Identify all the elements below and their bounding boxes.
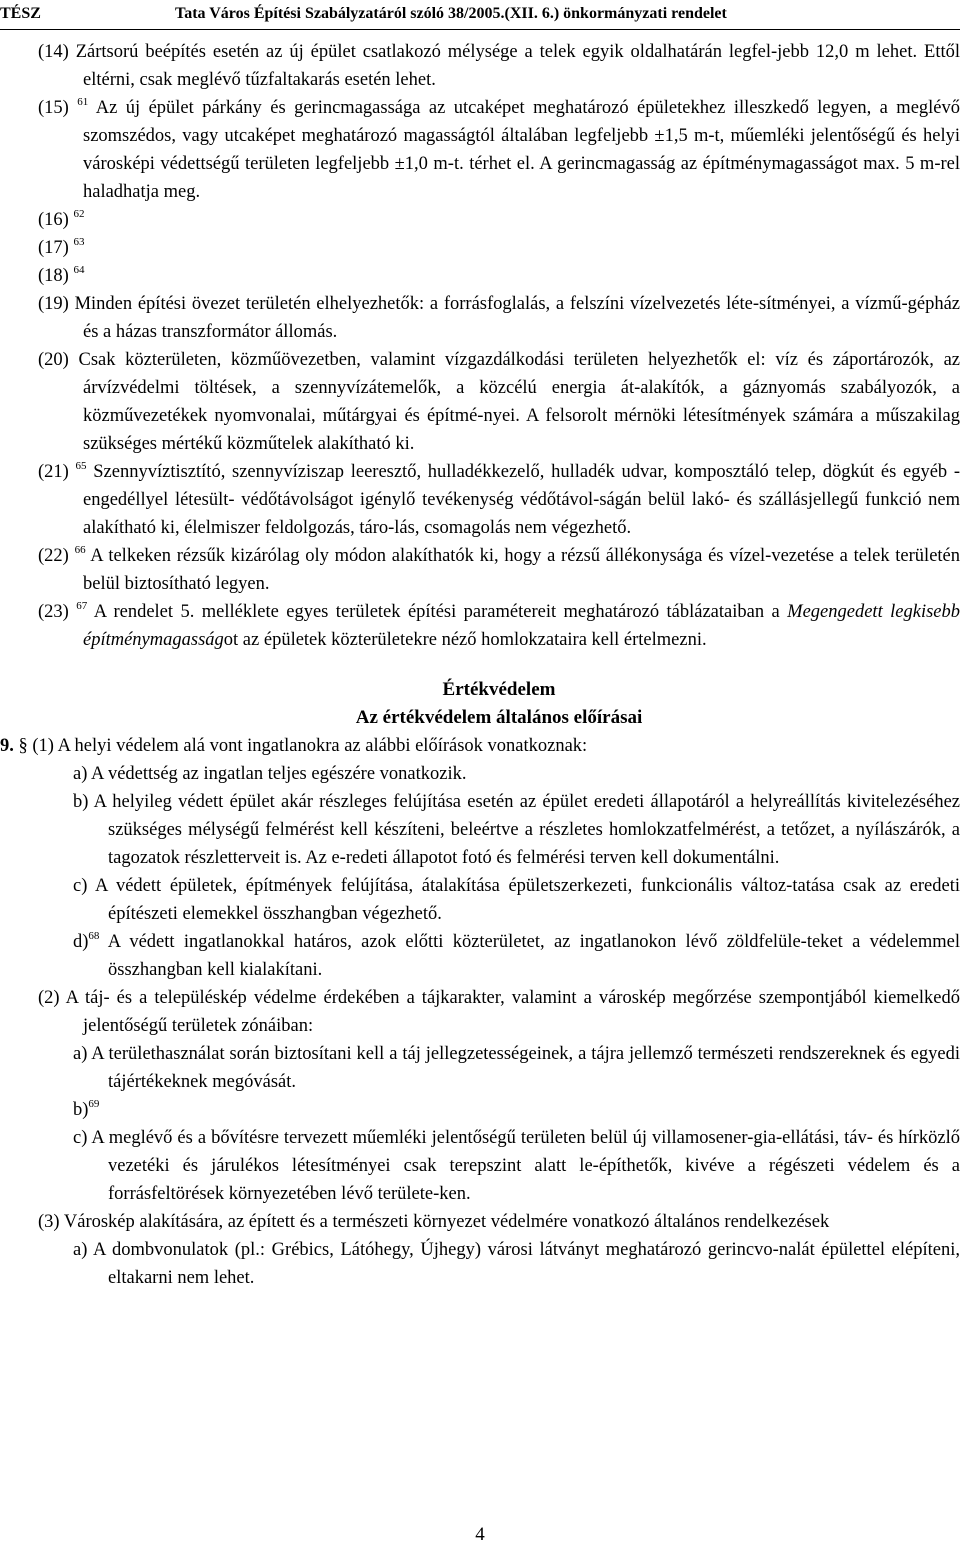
paragraph-20 (38, 346, 960, 458)
paragraph-text: A telkeken rézsűk kizárólag oly módon alakíthatók ki, hogy a rézsű állékonysága és vízel-vezetése a telek területén belül biztosítható legyen. (83, 546, 960, 594)
paragraph-21 (38, 458, 960, 542)
page-header (0, 0, 960, 30)
section-9-para-2 (38, 984, 960, 1040)
paragraph-text: A helyi védelem alá vont ingatlanokra az alábbi előírások vonatkoznak: (57, 736, 588, 756)
paragraph-label: (18) (38, 266, 69, 286)
paragraph-text: Minden építési övezet területén elhelyezhetők: a forrásfoglalás, a felszíni vízelvezetés léte-sítményei, a vízmű-gépház és a házas transzformátor állomás. (74, 294, 960, 342)
paragraph-15 (38, 94, 960, 206)
paragraph-14 (38, 38, 960, 94)
paragraph-label: (19) (38, 294, 69, 314)
item-2c: c) A meglévő és a bővítésre tervezett műemléki jelentőségű területen belül új villamosener-gia-ellátási, táv- és hírközlő vezetéki és járulékos létesítményei csak terepszint alatt le-építhetők, kivéve a régészeti védelem és a forrásfeltörések környezetében lévő területe-ken. (73, 1128, 960, 1204)
header-left: TÉSZ (0, 5, 41, 22)
paragraph-22 (38, 542, 960, 598)
paragraph-label: (22) (38, 546, 69, 566)
footnote-ref: 67 (76, 600, 88, 612)
section-heading (38, 676, 960, 732)
document-body (0, 38, 960, 1292)
paragraph-text: A rendelet 5. melléklete egyes területek építési paramétereit meghatározó táblázataiban a (93, 602, 788, 622)
paragraph-label: (20) (38, 350, 69, 370)
section-title: Értékvédelem (442, 679, 556, 700)
footnote-ref: 62 (73, 208, 85, 220)
section-number: 9. (0, 736, 14, 756)
paragraph-17 (38, 234, 960, 262)
footnote-ref: 65 (75, 460, 87, 472)
paragraph-text: Zártsorú beépítés esetén az új épület csatlakozó mélysége a telek egyik oldalhatárán legfel-jebb 12,0 m lehet. Ettől eltérni, csak meglévő tűzfaltakarás esetén lehet. (75, 42, 960, 90)
header-title: Tata Város Építési Szabályzatáról szóló 38/2005.(XII. 6.) önkormányzati rendelet (175, 5, 727, 22)
footnote-ref: 61 (77, 96, 89, 108)
item-2b (38, 1096, 960, 1124)
paragraph-label: (3) (38, 1212, 60, 1232)
paragraph-18 (38, 262, 960, 290)
footnote-ref: 69 (88, 1098, 100, 1110)
paragraph-text: Szennyvíztisztító, szennyvíziszap leeresztő, hulladékkezelő, hulladék udvar, komposztáló telep, dögkút és egyéb -engedéllyel létesült- védőtávolságot igénylő tevékenység védőtávol-ságán belül lakó- és szállásjellegű funkció nem alakítható ki, élelmiszer feldolgozás, táro-lás, csomagolás nem végezhető. (83, 462, 960, 538)
page-number: 4 (475, 1524, 485, 1545)
footnote-ref: 63 (73, 236, 85, 248)
item-2a: a) A területhasználat során biztosítani kell a táj jellegzetességeinek, a tájra jellemző természeti rendszereknek és egyedi tájértékeknek megóvását. (73, 1044, 960, 1092)
item-1d (38, 928, 960, 984)
paragraph-label: (16) (38, 210, 69, 230)
paragraph-label: (17) (38, 238, 69, 258)
section-subtitle: Az értékvédelem általános előírásai (355, 707, 643, 728)
item-1c: c) A védett épületek, építmények felújítása, átalakítása épületszerkezeti, funkcionális változ-tatása csak az eredeti építészeti elemekkel összhangban végezhető. (73, 876, 960, 924)
paragraph-emphasis: Megengedett legkisebb építménymagasság (83, 602, 960, 650)
item-text: A védett ingatlanokkal határos, azok előtti közterületet, az ingatlanokon lévő zöldfelüle-teket a védelemmel összhangban kell kialakítani. (107, 932, 960, 980)
paragraph-text: Városkép alakítására, az épített és a természeti környezet védelmére vonatkozó általános rendelkezések (63, 1212, 830, 1232)
footnote-ref: 66 (74, 544, 86, 556)
paragraph-label: (21) (38, 462, 69, 482)
footnote-ref: 68 (88, 930, 100, 942)
section-symbol: § (18, 736, 28, 756)
paragraph-label: (23) (38, 602, 69, 622)
paragraph-16 (38, 206, 960, 234)
paragraph-text: Csak közterületen, közműövezetben, valamint vízgazdálkodási területen helyezhetők el: víz és záportározók, az árvízvédelmi töltések, a szennyvízátemelők, a közcélú energia át-alakítók, a gáznyomás szabályozók, a közművezetékek nyomvonalai, műtárgyai és építmé-nyei. A felsorolt mérnöki létesítmények számára a műszakilag szükséges mértékű közműtelek alakítható ki. (78, 350, 960, 454)
section-9-para-1 (0, 732, 960, 760)
section-9-para-3 (38, 1208, 960, 1236)
item-label: d) (73, 932, 89, 952)
paragraph-label: (14) (38, 42, 69, 62)
paragraph-19 (38, 290, 960, 346)
paragraph-label: (15) (38, 98, 69, 118)
item-label: b) (73, 1100, 89, 1120)
paragraph-label: (1) (32, 736, 54, 756)
paragraph-text: A táj- és a településkép védelme érdekében a tájkarakter, valamint a városkép megőrzése szempontjából kiemelkedő jelentőségű területek zónáiban: (65, 988, 960, 1036)
paragraph-text-cont: ot az épületek közterületekre néző homlokzataira kell értelmezni. (223, 630, 707, 650)
item-3a: a) A dombvonulatok (pl.: Grébics, Látóhegy, Újhegy) városi látványt meghatározó gerincvo-nalát épülettel elépíteni, eltakarni nem lehet. (73, 1240, 960, 1288)
item-1b: b) A helyileg védett épület akár részleges felújítása esetén az épület eredeti állapotáról a helyreállítás kivitelezéséhez szükséges mélységű felmérést kell készíteni, beleértve a részletes homlokzatfelmérést, a tetőzet, a nyílászárók, a tagozatok részletterveit is. Az e-redeti állapotot fotó és felmérési terven kell dokumentálni. (73, 792, 960, 868)
item-1a: a) A védettség az ingatlan teljes egészére vonatkozik. (73, 764, 467, 784)
paragraph-text: Az új épület párkány és gerincmagassága az utcaképet meghatározó épületekhez illeszkedő legyen, a meglévő szomszédos, vagy utcaképet meghatározó magasságtól általában legfeljebb ±1,5 m-t, műemléki jelentőségű és helyi városképi védettségű területen legfeljebb ±1,0 m-t. térhet el. A gerincmagasság az építménymagasságot max. 5 m-rel haladhatja meg. (83, 98, 960, 202)
footnote-ref: 64 (73, 264, 85, 276)
paragraph-label: (2) (38, 988, 60, 1008)
paragraph-23 (38, 598, 960, 654)
